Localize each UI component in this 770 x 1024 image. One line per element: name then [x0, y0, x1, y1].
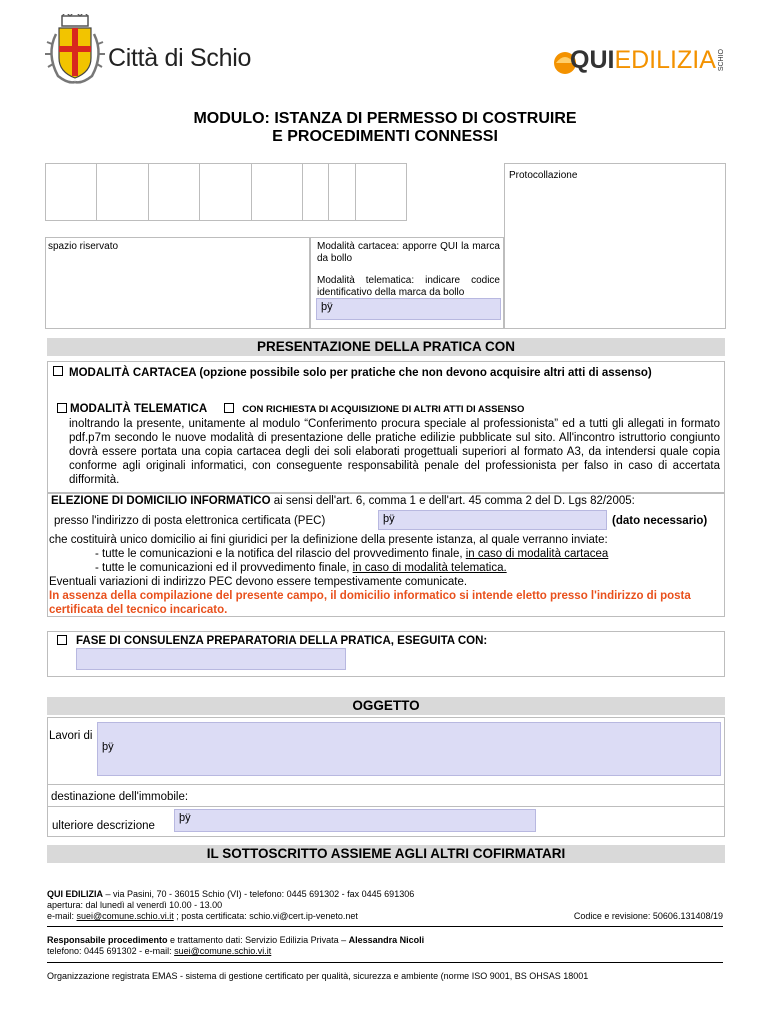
- item1-text: - tutte le comunicazioni e la notifica del rilascio del provvedimento finale,: [95, 548, 466, 560]
- lavori-field[interactable]: þÿ: [97, 722, 721, 776]
- item1-underline: in caso di modalità cartacea: [465, 548, 609, 560]
- protocol-box: [504, 163, 726, 329]
- reserved-label: spazio riservato: [48, 241, 119, 252]
- bollo-code-field[interactable]: þÿ: [316, 298, 501, 320]
- footer-pec: ; posta certificata: schio.vi@cert.ip-veneto.net: [173, 911, 358, 921]
- lavori-label: Lavori di: [49, 730, 93, 742]
- domicilio-warning: In assenza della compilazione del presente campo, il domicilio informatico si intende eletto presso l'indirizzo di posta certificata del tecnico incaricato.: [49, 590, 691, 616]
- city-crest-icon: [42, 14, 108, 86]
- pec-field[interactable]: þÿ: [378, 510, 607, 530]
- domicilio-item1: [95, 547, 608, 561]
- title-line1: : ISTANZA DI PERMESSO DI COSTRUIRE: [264, 110, 577, 127]
- telematica-paragraph: inoltrando la presente, unitamente al modulo “Conferimento procura speciale al professionista” ed a tutti gli allegati in formato pdf.p7m secondo le nuove modalità di presentazione delle pratiche edilizie pubblicate sul sito. All'incontro istruttorio congiunto dovrà essere portata una copia cartacea degli dei soli elaborati progettuali superiori al formato A3, da intendersi quale copia conforme agli originali informatici, con conseguente responsabilità penale del professionista per falso in caso di accertata difformità.: [69, 418, 720, 486]
- pec-label: presso l'indirizzo di posta elettronica certificata (PEC): [54, 515, 326, 527]
- footer-divider-2: [47, 962, 723, 963]
- richiesta-label: CON RICHIESTA DI ACQUISIZIONE DI ALTRI ATTI DI ASSENSO: [242, 404, 525, 415]
- domicilio-variazioni: Eventuali variazioni di indirizzo PEC devono essere tempestivamente comunicate.: [49, 576, 468, 588]
- resp-contact: telefono: 0445 691302 - e-mail:: [47, 946, 175, 956]
- footer-divider-1: [47, 926, 723, 927]
- telematica-checkbox[interactable]: [57, 403, 67, 413]
- footer-address: – via Pasini, 70 - 36015 Schio (VI) - telefono: 0445 691302 - fax 0445 691306: [103, 889, 415, 899]
- brand-edilizia: EDILIZIA: [614, 45, 716, 74]
- page-title: [0, 110, 770, 146]
- protocol-code-grid: [45, 163, 407, 221]
- oggetto-divider: [47, 784, 725, 785]
- domicilio-line1: che costituirà unico domicilio ai fini giuridici per la definizione della presente istanza, al quale verranno inviate:: [49, 534, 608, 546]
- protocol-label: Protocollazione: [509, 170, 578, 181]
- ulteriore-label: ulteriore descrizione: [52, 820, 155, 832]
- consulenza-checkbox[interactable]: [57, 635, 67, 645]
- cartacea-label: MODALITÀ CARTACEA (opzione possibile solo per pratiche che non devono acquisire altri atti di assenso): [69, 367, 652, 379]
- oggetto-heading: OGGETTO: [47, 697, 725, 715]
- consulenza-field[interactable]: [76, 648, 346, 670]
- reserved-box: [45, 237, 310, 329]
- destinazione-label: destinazione dell'immobile:: [51, 791, 189, 803]
- consulenza-label: FASE DI CONSULENZA PREPARATORIA DELLA PRATICA, ESEGUITA CON:: [76, 635, 488, 647]
- richiesta-checkbox[interactable]: [224, 403, 234, 413]
- telematica-row: [57, 403, 657, 415]
- quiedilizia-logo: [548, 44, 725, 76]
- presentazione-heading: PRESENTAZIONE DELLA PRATICA CON: [47, 338, 725, 356]
- bollo-telematica-text: Modalità telematica: indicare codice identificativo della marca da bollo: [317, 275, 500, 298]
- domicilio-title: [51, 495, 635, 507]
- item2-underline: in caso di modalità telematica.: [352, 562, 507, 574]
- brand-qui: QUI: [570, 45, 615, 74]
- footer-qui: QUI EDILIZIA: [47, 889, 103, 899]
- oggetto-divider-2: [47, 806, 725, 807]
- footer-apertura: apertura: dal lunedì al venerdì 10.00 - 13.00: [47, 900, 223, 910]
- city-name: Città di Schio: [108, 44, 252, 72]
- footer-email-prefix: e-mail:: [47, 911, 77, 921]
- resp-name: Alessandra Nicoli: [348, 935, 425, 945]
- domicilio-title-bold: ELEZIONE DI DOMICILIO INFORMATICO: [51, 495, 271, 507]
- footer-email-link[interactable]: suei@comune.schio.vi.it: [76, 911, 174, 921]
- domicilio-title-rest: ai sensi dell'art. 6, comma 1 e dell'art. 45 comma 2 del D. Lgs 82/2005:: [270, 495, 635, 507]
- ulteriore-field[interactable]: þÿ: [174, 809, 536, 832]
- title-line2: E PROCEDIMENTI CONNESSI: [272, 128, 498, 145]
- cartacea-checkbox[interactable]: [53, 366, 63, 376]
- brand-schio: SCHIO: [717, 48, 725, 72]
- footer-emas: Organizzazione registrata EMAS - sistema di gestione certificato per qualità, sicurezza e ambiente (norme ISO 9001, BS OHSAS 18001: [47, 971, 589, 981]
- sottoscritto-heading: IL SOTTOSCRITTO ASSIEME AGLI ALTRI COFIRMATARI: [47, 845, 725, 863]
- bollo-cartacea-text: Modalità cartacea: apporre QUI la marca da bollo: [317, 241, 500, 264]
- resp-email-link[interactable]: suei@comune.schio.vi.it: [174, 946, 272, 956]
- item2-text: - tutte le comunicazioni ed il provvedimento finale,: [95, 562, 353, 574]
- resp-bold: Responsabile procedimento: [47, 935, 168, 945]
- footer-resp-block: [47, 935, 727, 957]
- cartacea-row: [53, 366, 713, 380]
- pec-required: (dato necessario): [612, 515, 708, 527]
- domicilio-item2: [95, 561, 507, 575]
- footer-block: [47, 889, 727, 922]
- footer-codice: Codice e revisione: 50606.131408/19: [573, 911, 723, 921]
- resp-mid: e trattamento dati: Servizio Edilizia Privata –: [167, 935, 349, 945]
- title-prefix: MODULO: [193, 110, 265, 127]
- telematica-label: MODALITÀ TELEMATICA: [70, 403, 208, 415]
